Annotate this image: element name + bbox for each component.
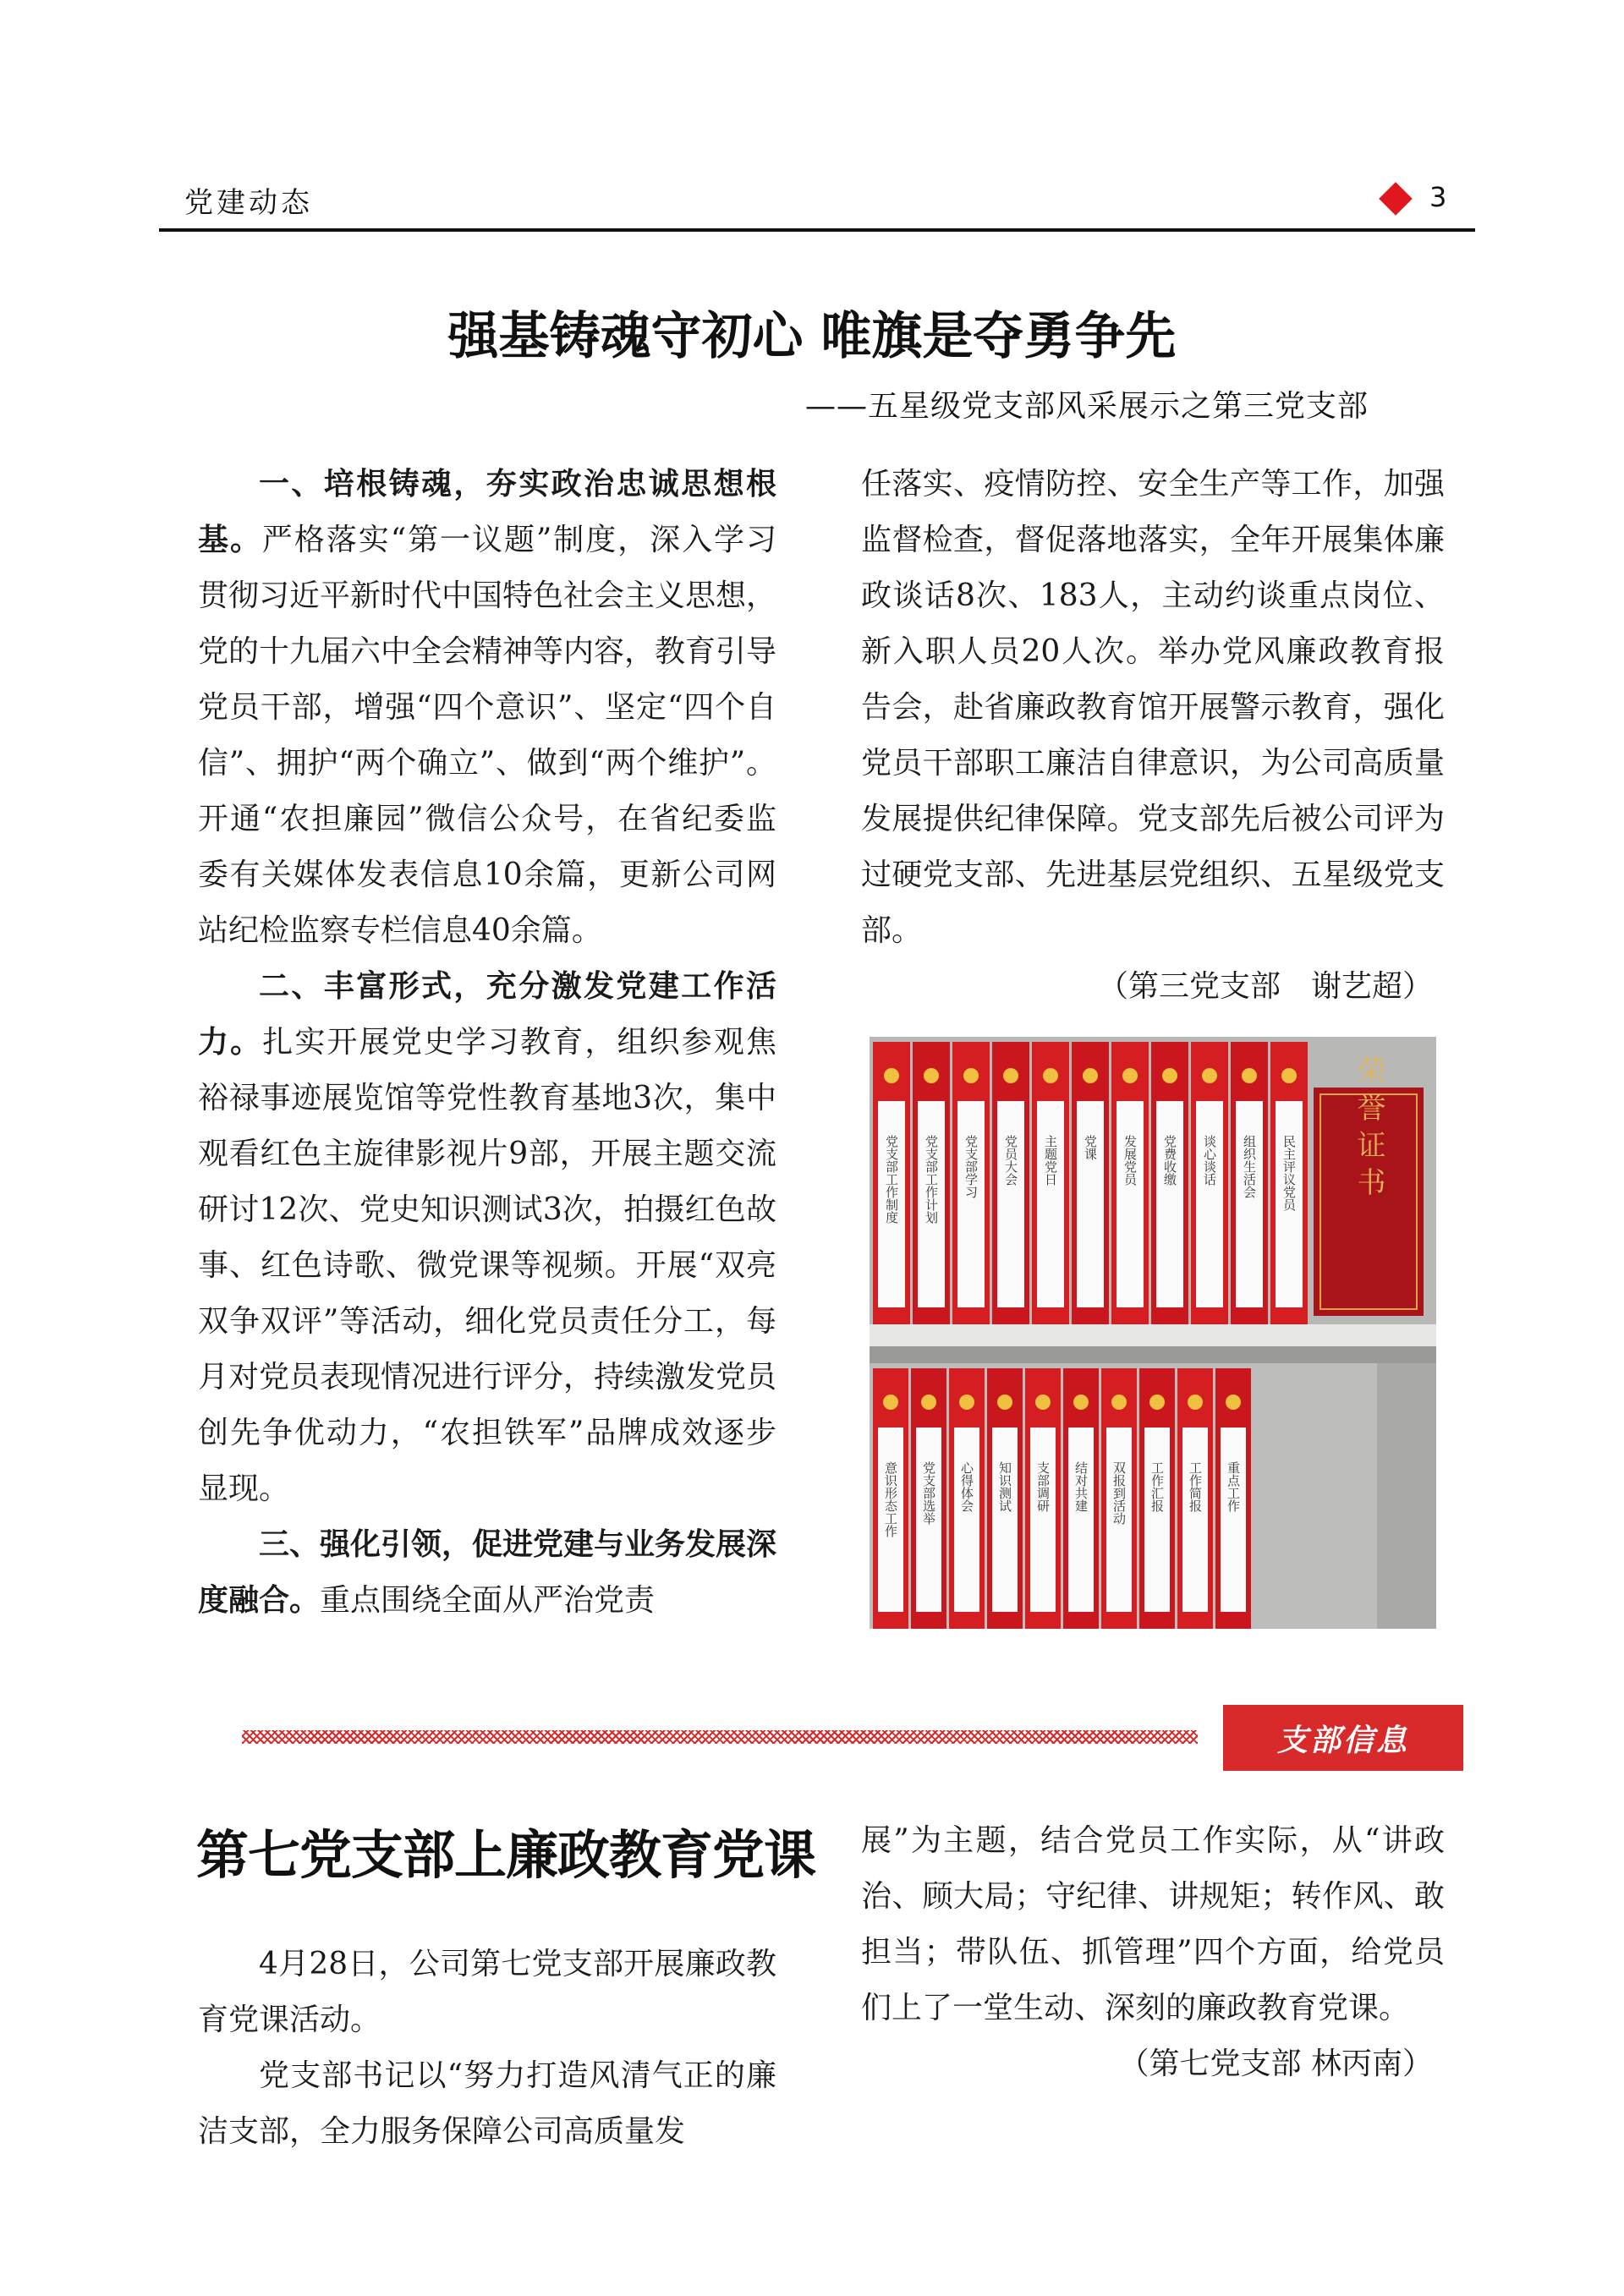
bookshelf-illustration — [870, 1037, 1436, 1629]
party-emblem-icon — [1188, 1395, 1203, 1410]
paragraph-body: 重点围绕全面从严治党责 — [320, 1583, 656, 1618]
binder-label: 工作简报 — [1188, 1461, 1203, 1512]
party-emblem-icon — [1281, 1068, 1297, 1083]
honor-certificate — [1314, 1055, 1424, 1316]
certificate-text: 荣誉证书 — [1352, 1055, 1385, 1204]
party-emblem-icon — [1202, 1068, 1217, 1083]
binder-spine — [1191, 1042, 1228, 1324]
binder-label: 党支部选举 — [921, 1461, 936, 1525]
binder-spine — [1072, 1042, 1109, 1324]
section-header-title: 党建动态 — [184, 186, 313, 220]
party-emblem-icon — [1149, 1395, 1165, 1410]
party-emblem-icon — [1073, 1395, 1089, 1410]
binder-spine — [873, 1368, 908, 1629]
article2-title: 第七党支部上廉政教育党课 — [196, 1824, 816, 1886]
binder-label: 知识测试 — [997, 1461, 1012, 1512]
party-emblem-icon — [1003, 1068, 1018, 1083]
article-byline: （第三党支部 谢艺超） — [1097, 969, 1433, 1004]
binder-spine — [1270, 1042, 1308, 1324]
binder-label: 民主评议党员 — [1281, 1135, 1297, 1211]
binder-spine — [1032, 1042, 1069, 1324]
binder-spine — [1151, 1042, 1188, 1324]
binder-label: 结对共建 — [1073, 1461, 1089, 1512]
party-emblem-icon — [924, 1068, 939, 1083]
binder-spine — [1063, 1368, 1099, 1629]
bookshelf-photo — [870, 1037, 1436, 1629]
binder-label: 重点工作 — [1226, 1461, 1241, 1512]
binder-spine — [1101, 1368, 1137, 1629]
binder-spine — [1231, 1042, 1268, 1324]
binder-label: 党课 — [1083, 1135, 1098, 1160]
binder-spine — [992, 1042, 1029, 1324]
binder-label: 发展党员 — [1122, 1135, 1138, 1186]
paragraph-2 — [198, 959, 776, 1517]
party-emblem-icon — [1162, 1068, 1177, 1083]
binder-spine — [1111, 1042, 1149, 1324]
binder-label: 党支部学习 — [963, 1135, 979, 1198]
paragraph-1 — [198, 457, 776, 959]
binder-spine — [1139, 1368, 1175, 1629]
party-emblem-icon — [884, 1068, 899, 1083]
binder-spine — [1215, 1368, 1251, 1629]
paragraph-heading: 三、强化引领，促进党建与业务发展深度融合。 — [198, 1527, 777, 1618]
binder-label: 意识形态工作 — [883, 1461, 898, 1537]
party-emblem-icon — [1226, 1395, 1241, 1410]
party-emblem-icon — [959, 1395, 974, 1410]
section-tag: 支部信息 — [1223, 1705, 1463, 1771]
page-number: 3 — [1429, 181, 1447, 213]
binder-spine — [1025, 1368, 1061, 1629]
party-emblem-icon — [921, 1395, 936, 1410]
paragraph-heading: 二、丰富形式，充分激发党建工作活力。 — [198, 969, 776, 1060]
binder-spine — [913, 1042, 950, 1324]
article2-right-column — [861, 1813, 1445, 2092]
binder-label: 心得体会 — [959, 1461, 974, 1512]
article-subtitle: ——五星级党支部风采展示之第三党支部 — [804, 389, 1369, 424]
paragraph-body: 严格落实“第一议题”制度，深入学习贯彻习近平新时代中国特色社会主义思想，党的十九届六中全会精神等内容，教育引导党员干部，增强“四个意识”、坚定“四个自信”、拥护“两个确立”、做到“两个维护”。开通“农担廉园”微信公众号，在省纪委监委有关媒体发表信息10余篇，更新公司网站纪检监察专栏信息40余篇。 — [198, 523, 777, 948]
paragraph-3 — [198, 1517, 776, 1629]
binder-label: 组织生活会 — [1242, 1135, 1257, 1198]
binder-spine — [987, 1368, 1023, 1629]
binder-spine — [952, 1042, 990, 1324]
binder-label: 党员大会 — [1003, 1135, 1018, 1186]
diamond-icon — [1379, 182, 1413, 216]
binder-label: 双报到活动 — [1111, 1461, 1127, 1525]
party-emblem-icon — [883, 1395, 898, 1410]
paragraph-heading: 一、培根铸魂，夯实政治忠诚思想根基。 — [198, 467, 776, 557]
binder-label: 工作汇报 — [1149, 1461, 1165, 1512]
party-emblem-icon — [1242, 1068, 1257, 1083]
binder-label: 谈心谈话 — [1202, 1135, 1217, 1186]
paragraph-body: 扎实开展党史学习教育，组织参观焦裕禄事迹展览馆等党性教育基地3次，集中观看红色主旋律影视片9部，开展主题交流研讨12次、党史知识测试3次，拍摄红色故事、红色诗歌、微党课等视频。开展“双亮双争双评”等活动，细化党员责任分工，每月对党员表现情况进行评分，持续激发党员创先争优动力，“农担铁军”品牌成效逐步显现。 — [198, 1025, 777, 1506]
binder-spine — [1177, 1368, 1213, 1629]
party-emblem-icon — [1111, 1395, 1127, 1410]
article2-paragraph-2: 党支部书记以“努力打造风清气正的廉洁支部，全力服务保障公司高质量发 — [198, 2058, 776, 2149]
binder-spine — [873, 1042, 910, 1324]
binder-label: 支部调研 — [1035, 1461, 1051, 1512]
header-rule — [159, 228, 1475, 232]
party-emblem-icon — [1122, 1068, 1138, 1083]
binder-label: 主题党日 — [1043, 1135, 1058, 1186]
party-emblem-icon — [1043, 1068, 1058, 1083]
party-emblem-icon — [997, 1395, 1012, 1410]
party-emblem-icon — [1035, 1395, 1051, 1410]
article2-paragraph-2-continued: 展”为主题，结合党员工作实际，从“讲政治、顾大局；守纪律、讲规矩；转作风、敢担当；带队伍、抓管理”四个方面，给党员们上了一堂生动、深刻的廉政教育党课。 — [861, 1823, 1445, 2025]
article-title: 强基铸魂守初心 唯旗是夺勇争先 — [447, 307, 1177, 366]
binder-spine — [949, 1368, 985, 1629]
section-divider — [242, 1730, 1198, 1744]
article2-byline: （第七党支部 林丙南） — [1118, 2047, 1433, 2081]
paragraph-3-continued: 任落实、疫情防控、安全生产等工作，加强监督检查，督促落地落实，全年开展集体廉政谈话8次、183人，主动约谈重点岗位、新入职人员20人次。举办党风廉政教育报告会，赴省廉政教育馆开展警示教育，强化党员干部职工廉洁自律意识，为公司高质量发展提供纪律保障。党支部先后被公司评为过硬党支部、先进基层党组织、五星级党支部。 — [861, 467, 1445, 948]
article-right-column — [861, 457, 1445, 1015]
article2-paragraph-1: 4月28日，公司第七党支部开展廉政教育党课活动。 — [198, 1947, 776, 2037]
article-left-column — [198, 457, 776, 1629]
article2-left-column — [198, 1937, 776, 2160]
binder-spine — [911, 1368, 946, 1629]
binder-label: 党费收缴 — [1162, 1135, 1177, 1186]
binder-label: 党支部工作计划 — [924, 1135, 939, 1224]
party-emblem-icon — [1083, 1068, 1098, 1083]
binder-label: 党支部工作制度 — [884, 1135, 899, 1224]
party-emblem-icon — [963, 1068, 979, 1083]
